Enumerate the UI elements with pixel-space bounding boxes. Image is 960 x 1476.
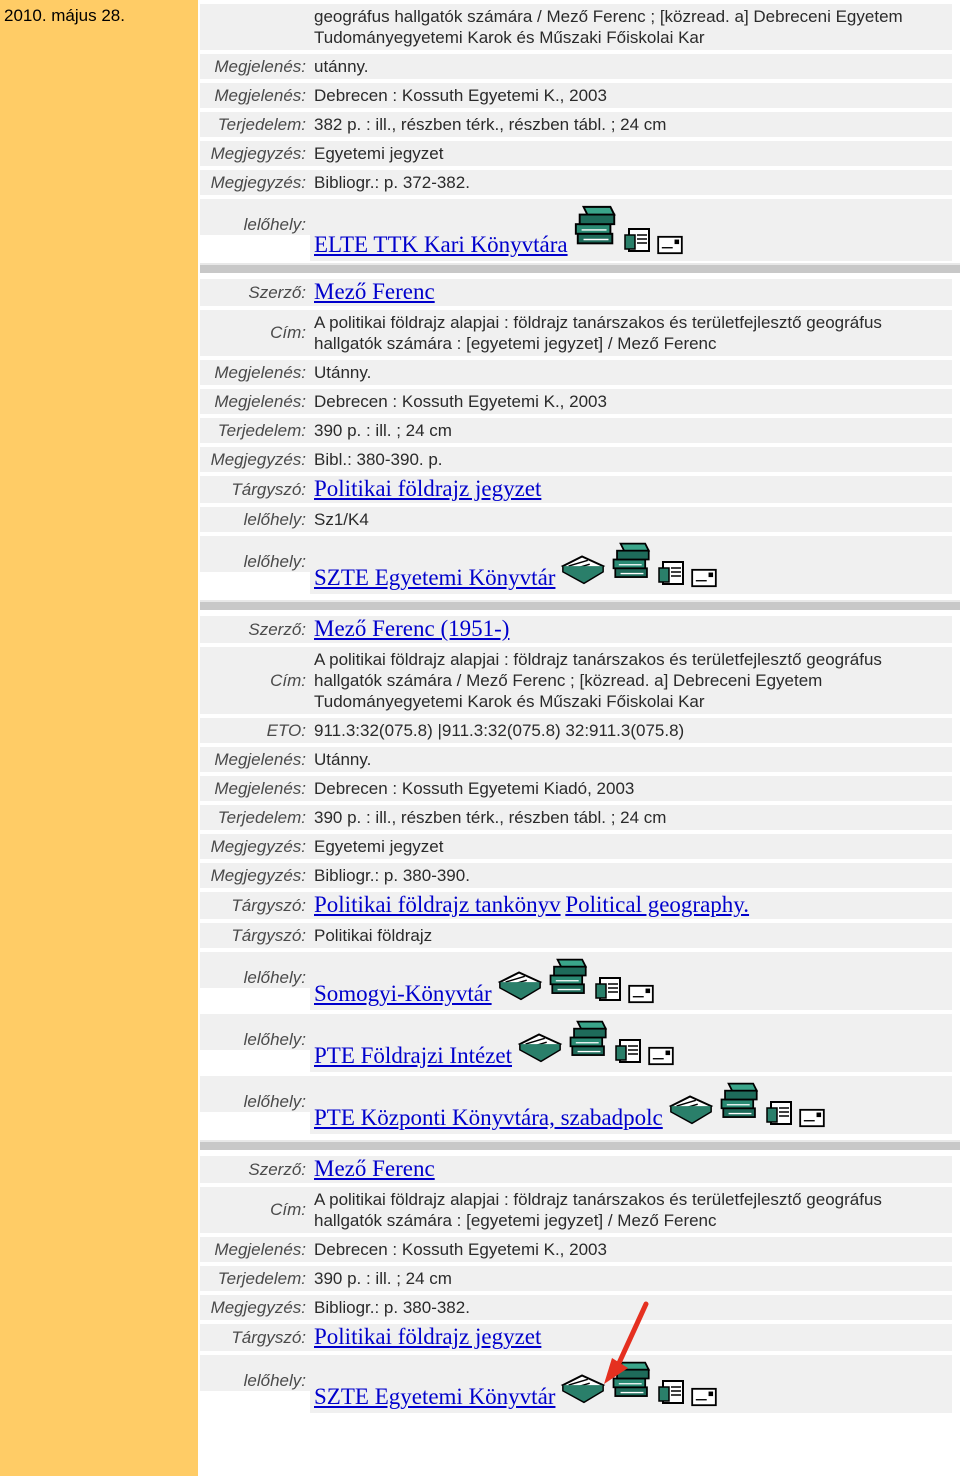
library-link[interactable]: SZTE Egyetemi Könyvtár: [314, 565, 556, 590]
szerzo-value: [310, 616, 952, 643]
megjelenes-value: Debrecen : Kossuth Egyetemi Kiadó, 2003: [310, 776, 952, 801]
field-label: lelőhely:: [200, 1076, 310, 1112]
record-divider: [200, 1140, 960, 1150]
megjegyzes-row: [200, 447, 960, 472]
library-link[interactable]: ELTE TTK Kari Könyvtára: [314, 232, 568, 257]
field-label: Szerző:: [200, 616, 310, 643]
eto-row: [200, 718, 960, 743]
field-label: Megjelenés:: [200, 54, 310, 79]
stacked-books-icon[interactable]: [572, 201, 620, 255]
field-label: Tárgyszó:: [200, 1324, 310, 1351]
record-3: [200, 616, 960, 1134]
envelope-icon[interactable]: [690, 1387, 718, 1407]
author-link[interactable]: Mező Ferenc (1951-): [314, 616, 510, 641]
open-book-icon[interactable]: [667, 1088, 715, 1128]
megjegyzes-row: [200, 141, 960, 166]
megjegyzes-row: [200, 863, 960, 888]
record-2: [200, 279, 960, 594]
field-label: [200, 4, 310, 50]
field-label: Megjelenés:: [200, 360, 310, 385]
megjegyzes-value: Bibliogr.: p. 380-390.: [310, 863, 952, 888]
field-label: Megjelenés:: [200, 776, 310, 801]
author-link[interactable]: Mező Ferenc: [314, 1156, 435, 1181]
lelohely-row: [200, 199, 960, 257]
megjegyzes-value: Egyetemi jegyzet: [310, 834, 952, 859]
notepad-icon[interactable]: [614, 1036, 644, 1066]
field-label: Megjelenés:: [200, 83, 310, 108]
library-link[interactable]: SZTE Egyetemi Könyvtár: [314, 1384, 556, 1409]
field-label: Cím:: [200, 1187, 310, 1233]
lelohely-row: [200, 536, 960, 594]
field-label: Cím:: [200, 310, 310, 356]
szerzo-value: [310, 1156, 952, 1183]
terjedelem-row: [200, 418, 960, 443]
field-label: Cím:: [200, 647, 310, 714]
library-link[interactable]: Somogyi-Könyvtár: [314, 981, 492, 1006]
icon-group: [559, 538, 721, 588]
record-4: [200, 1156, 960, 1413]
terjedelem-row: [200, 112, 960, 137]
subject-link[interactable]: Politikai földrajz jegyzet: [314, 1324, 542, 1349]
stacked-books-icon[interactable]: [547, 954, 591, 1004]
terjedelem-value: 390 p. : ill., részben térk., részben tábl. ; 24 cm: [310, 805, 952, 830]
icon-group: [572, 201, 687, 255]
field-label: lelőhely:: [200, 952, 310, 988]
lelohely-value: [310, 199, 952, 261]
field-label: ETO:: [200, 718, 310, 743]
megjegyzes-value: Bibl.: 380-390. p.: [310, 447, 952, 472]
field-label: Tárgyszó:: [200, 476, 310, 503]
lelohely-row: [200, 952, 960, 1010]
lelohely-value: [310, 1076, 952, 1134]
lelohely-value: [310, 1014, 952, 1072]
cim-row: [200, 4, 960, 50]
open-book-icon[interactable]: [559, 548, 607, 588]
lelohely-value: [310, 536, 952, 594]
envelope-icon[interactable]: [798, 1108, 826, 1128]
megjelenes-row: [200, 1237, 960, 1262]
stacked-books-icon[interactable]: [610, 538, 654, 588]
field-label: Megjelenés:: [200, 747, 310, 772]
lelohely-value: [310, 952, 952, 1010]
envelope-icon[interactable]: [627, 984, 655, 1004]
field-label: Megjegyzés:: [200, 1295, 310, 1320]
notepad-icon[interactable]: [657, 1377, 687, 1407]
megjegyzes-value: Bibliogr.: p. 372-382.: [310, 170, 952, 195]
lelohely-row: [200, 1014, 960, 1072]
megjelenes-row: [200, 747, 960, 772]
megjelenes-row: [200, 360, 960, 385]
cim-row: [200, 310, 960, 356]
terjedelem-value: 382 p. : ill., részben térk., részben tábl. ; 24 cm: [310, 112, 952, 137]
record-divider: [200, 600, 960, 610]
sidebar: [0, 0, 198, 1476]
megjelenes-row: [200, 776, 960, 801]
lelohely-text: Sz1/K4: [310, 507, 952, 532]
cim-row: [200, 1187, 960, 1233]
icon-group: [496, 954, 658, 1004]
subject-link[interactable]: Political geography.: [565, 892, 750, 917]
envelope-icon[interactable]: [647, 1046, 675, 1066]
field-label: Tárgyszó:: [200, 892, 310, 919]
targyszo-row: [200, 923, 960, 948]
stacked-books-icon[interactable]: [718, 1078, 762, 1128]
megjelenes-value: Debrecen : Kossuth Egyetemi K., 2003: [310, 389, 952, 414]
szerzo-row: [200, 279, 960, 306]
field-label: Szerző:: [200, 1156, 310, 1183]
megjelenes-row: [200, 83, 960, 108]
megjegyzes-value: Egyetemi jegyzet: [310, 141, 952, 166]
date-label: 2010. május 28.: [4, 6, 125, 25]
megjelenes-value: Utánny.: [310, 360, 952, 385]
szerzo-value: [310, 279, 952, 306]
cim-value: A politikai földrajz alapjai : földrajz tanárszakos és területfejlesztő geográfus hallgatók számára : [egyetemi jegyzet] / Mező Ferenc: [310, 310, 952, 356]
field-label: Terjedelem:: [200, 1266, 310, 1291]
cim-row: [200, 647, 960, 714]
red-arrow-icon: [600, 1300, 660, 1390]
megjelenes-row: [200, 389, 960, 414]
field-label: Szerző:: [200, 279, 310, 306]
field-label: Megjegyzés:: [200, 170, 310, 195]
results-list: [200, 0, 960, 1476]
open-book-icon[interactable]: [496, 964, 544, 1004]
field-label: Megjelenés:: [200, 1237, 310, 1262]
field-label: Terjedelem:: [200, 112, 310, 137]
szerzo-row: [200, 616, 960, 643]
field-label: Megjegyzés:: [200, 834, 310, 859]
field-label: Terjedelem:: [200, 418, 310, 443]
cim-value: geográfus hallgatók számára / Mező Ferenc ; [közread. a] Debreceni Egyetem Tudományegyetemi Karok és Műszaki Főiskolai Kar: [310, 4, 952, 50]
terjedelem-value: 390 p. : ill. ; 24 cm: [310, 1266, 952, 1291]
megjelenes-value: Debrecen : Kossuth Egyetemi K., 2003: [310, 1237, 952, 1262]
field-label: Tárgyszó:: [200, 923, 310, 948]
library-link[interactable]: PTE Földrajzi Intézet: [314, 1043, 512, 1068]
targyszo-value: [310, 476, 952, 503]
open-book-icon[interactable]: [516, 1026, 564, 1066]
targyszo-value: Politikai földrajz: [310, 923, 952, 948]
terjedelem-value: 390 p. : ill. ; 24 cm: [310, 418, 952, 443]
megjegyzes-row: [200, 170, 960, 195]
targyszo-row: [200, 892, 960, 919]
notepad-icon[interactable]: [765, 1098, 795, 1128]
lelohely-row: [200, 1355, 960, 1413]
terjedelem-row: [200, 1266, 960, 1291]
field-label: Megjegyzés:: [200, 863, 310, 888]
szerzo-row: [200, 1156, 960, 1183]
field-label: Terjedelem:: [200, 805, 310, 830]
icon-group: [667, 1078, 829, 1128]
notepad-icon[interactable]: [657, 558, 687, 588]
megjegyzes-row: [200, 1295, 960, 1320]
record-1: [200, 0, 960, 257]
stacked-books-icon[interactable]: [567, 1016, 611, 1066]
envelope-icon[interactable]: [656, 235, 684, 255]
library-link[interactable]: PTE Központi Könyvtára, szabadpolc: [314, 1105, 663, 1130]
record-divider: [200, 263, 960, 273]
lelohely-row: [200, 1076, 960, 1134]
megjelenes-value: utánny.: [310, 54, 952, 79]
field-label: Megjelenés:: [200, 389, 310, 414]
field-label: lelőhely:: [200, 199, 310, 235]
subject-link[interactable]: Politikai földrajz jegyzet: [314, 476, 542, 501]
eto-value: 911.3:32(075.8) |911.3:32(075.8) 32:911.3(075.8): [310, 718, 952, 743]
megjelenes-value: Utánny.: [310, 747, 952, 772]
field-label: Megjegyzés:: [200, 141, 310, 166]
terjedelem-row: [200, 805, 960, 830]
megjegyzes-value: Bibliogr.: p. 380-382.: [310, 1295, 952, 1320]
megjelenes-value: Debrecen : Kossuth Egyetemi K., 2003: [310, 83, 952, 108]
subject-link[interactable]: Politikai földrajz tankönyv: [314, 892, 561, 917]
notepad-icon[interactable]: [594, 974, 624, 1004]
megjegyzes-row: [200, 834, 960, 859]
field-label: lelőhely:: [200, 507, 310, 532]
notepad-icon[interactable]: [623, 225, 653, 255]
cim-value: A politikai földrajz alapjai : földrajz tanárszakos és területfejlesztő geográfus hallgatók számára / Mező Ferenc ; [közread. a] Debreceni Egyetem Tudományegyetemi Karok és Műszaki Főiskolai Kar: [310, 647, 952, 714]
targyszo-row: [200, 1324, 960, 1351]
cim-value: A politikai földrajz alapjai : földrajz tanárszakos és területfejlesztő geográfus hallgatók számára : [egyetemi jegyzet] / Mező Ferenc: [310, 1187, 952, 1233]
targyszo-value: [310, 892, 952, 919]
megjelenes-row: [200, 54, 960, 79]
field-label: Megjegyzés:: [200, 447, 310, 472]
icon-group: [516, 1016, 678, 1066]
field-label: lelőhely:: [200, 536, 310, 572]
field-label: lelőhely:: [200, 1014, 310, 1050]
lelohely-row: [200, 507, 960, 532]
field-label: lelőhely:: [200, 1355, 310, 1391]
author-link[interactable]: Mező Ferenc: [314, 279, 435, 304]
targyszo-row: [200, 476, 960, 503]
envelope-icon[interactable]: [690, 568, 718, 588]
